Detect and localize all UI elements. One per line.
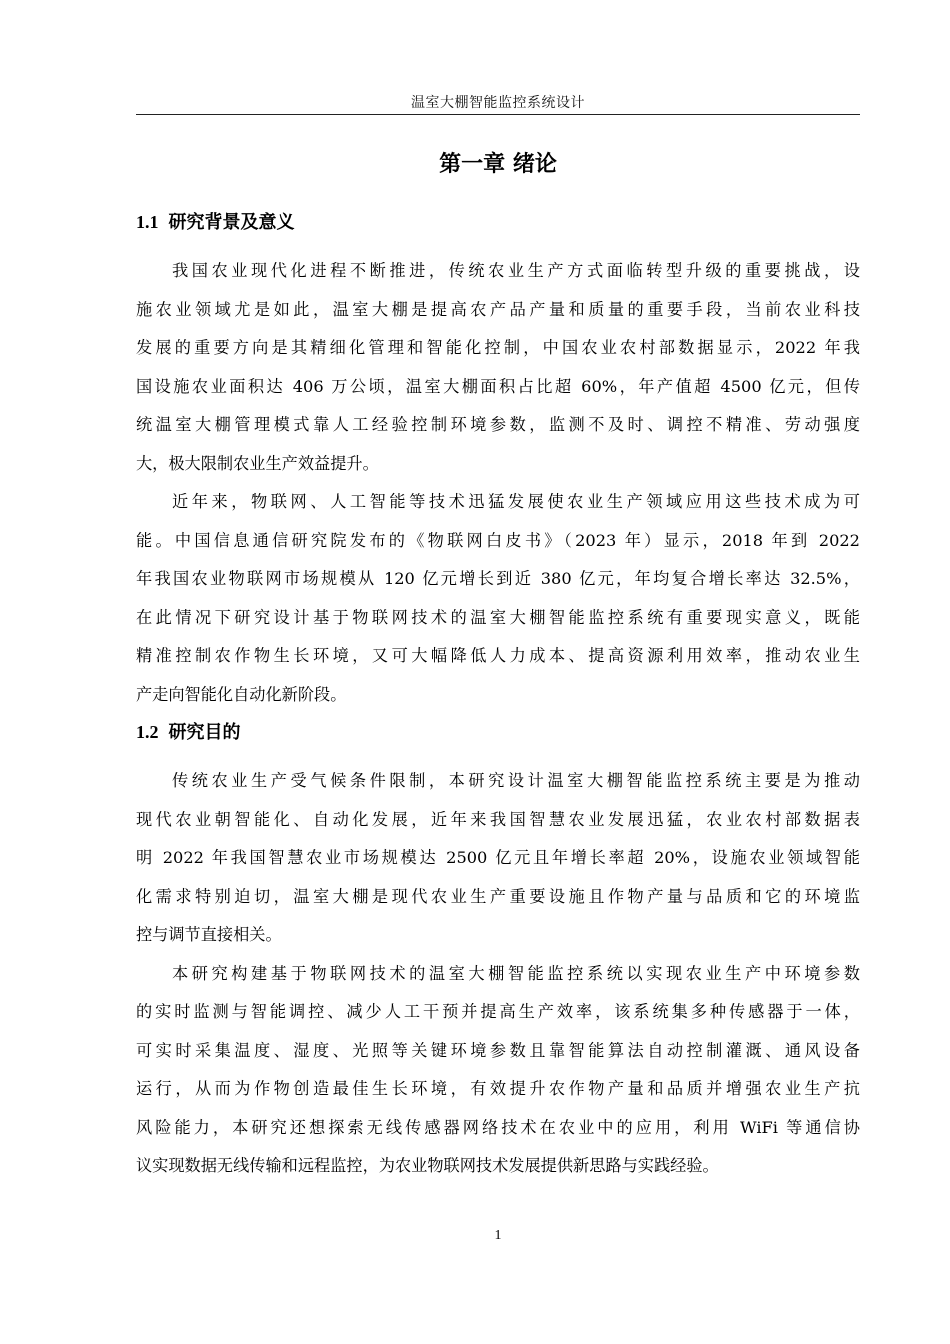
paragraph-line: 本研究构建基于物联网技术的温室大棚智能监控系统以实现农业生产中环境参数 [172,964,860,983]
chapter-title: 第一章 绪论 [439,152,557,177]
paragraph-line: 现代农业朝智能化、自动化发展，近年来我国智慧农业发展迅猛，农业农村部数据表 [136,810,860,829]
paragraph-line: 统温室大棚管理模式靠人工经验控制环境参数，监测不及时、调控不精准、劳动强度 [136,415,860,434]
paragraph-line: 发展的重要方向是其精细化管理和智能化控制，中国农业农村部数据显示，2022 年我 [136,338,860,357]
section-heading-1-1 [136,208,295,234]
paragraph-line: 精准控制农作物生长环境，又可大幅降低人力成本、提高资源利用效率，推动农业生 [136,646,860,665]
section-number: 1.1 [136,212,159,232]
paragraph-line: 近年来，物联网、人工智能等技术迅猛发展使农业生产领域应用这些技术成为可 [172,492,860,511]
paragraph-line: 在此情况下研究设计基于物联网技术的温室大棚智能监控系统有重要现实意义，既能 [136,608,860,627]
paragraph-line: 能。中国信息通信研究院发布的《物联网白皮书》（2023 年）显示，2018 年到 2022 [136,531,860,550]
paragraph-line: 传统农业生产受气候条件限制，本研究设计温室大棚智能监控系统主要是为推动 [172,771,860,790]
paragraph-line: 的实时监测与智能调控、减少人工干预并提高生产效率，该系统集多种传感器于一体， [136,1002,860,1021]
paragraph-line: 议实现数据无线传输和远程监控，为农业物联网技术发展提供新思路与实践经验。 [136,1156,719,1175]
page-number: 1 [494,1228,502,1243]
running-header: 温室大棚智能监控系统设计 [411,95,585,111]
paragraph-line: 风险能力，本研究还想探索无线传感器网络技术在农业中的应用，利用 WiFi 等通信协 [136,1118,860,1137]
paragraph-line: 施农业领域尤是如此，温室大棚是提高农产品产量和质量的重要手段，当前农业科技 [136,300,860,319]
paragraph-line: 年我国农业物联网市场规模从 120 亿元增长到近 380 亿元，年均复合增长率达 32.5%， [136,569,860,588]
paragraph-line: 运行，从而为作物创造最佳生长环境，有效提升农作物产量和品质并增强农业生产抗 [136,1079,860,1098]
paragraph-line: 产走向智能化自动化新阶段。 [136,685,347,704]
paragraph-line: 大，极大限制农业生产效益提升。 [136,454,379,473]
paragraph-line: 明 2022 年我国智慧农业市场规模达 2500 亿元且年增长率超 20%，设施农业领域智能 [136,848,860,867]
section-title: 研究目的 [168,722,241,743]
paragraph-line: 国设施农业面积达 406 万公顷，温室大棚面积占比超 60%，年产值超 4500 亿元，但传 [136,377,860,396]
paragraph-line: 控与调节直接相关。 [136,925,282,944]
paragraph-line: 我国农业现代化进程不断推进，传统农业生产方式面临转型升级的重要挑战，设 [172,261,860,280]
paragraph-line: 可实时采集温度、湿度、光照等关键环境参数且靠智能算法自动控制灌溉、通风设备 [136,1041,860,1060]
section-heading-1-2 [136,718,241,744]
header-divider [136,114,860,115]
paragraph-line: 化需求特别迫切，温室大棚是现代农业生产重要设施且作物产量与品质和它的环境监 [136,887,860,906]
section-title: 研究背景及意义 [168,212,295,233]
section-number: 1.2 [136,722,159,742]
